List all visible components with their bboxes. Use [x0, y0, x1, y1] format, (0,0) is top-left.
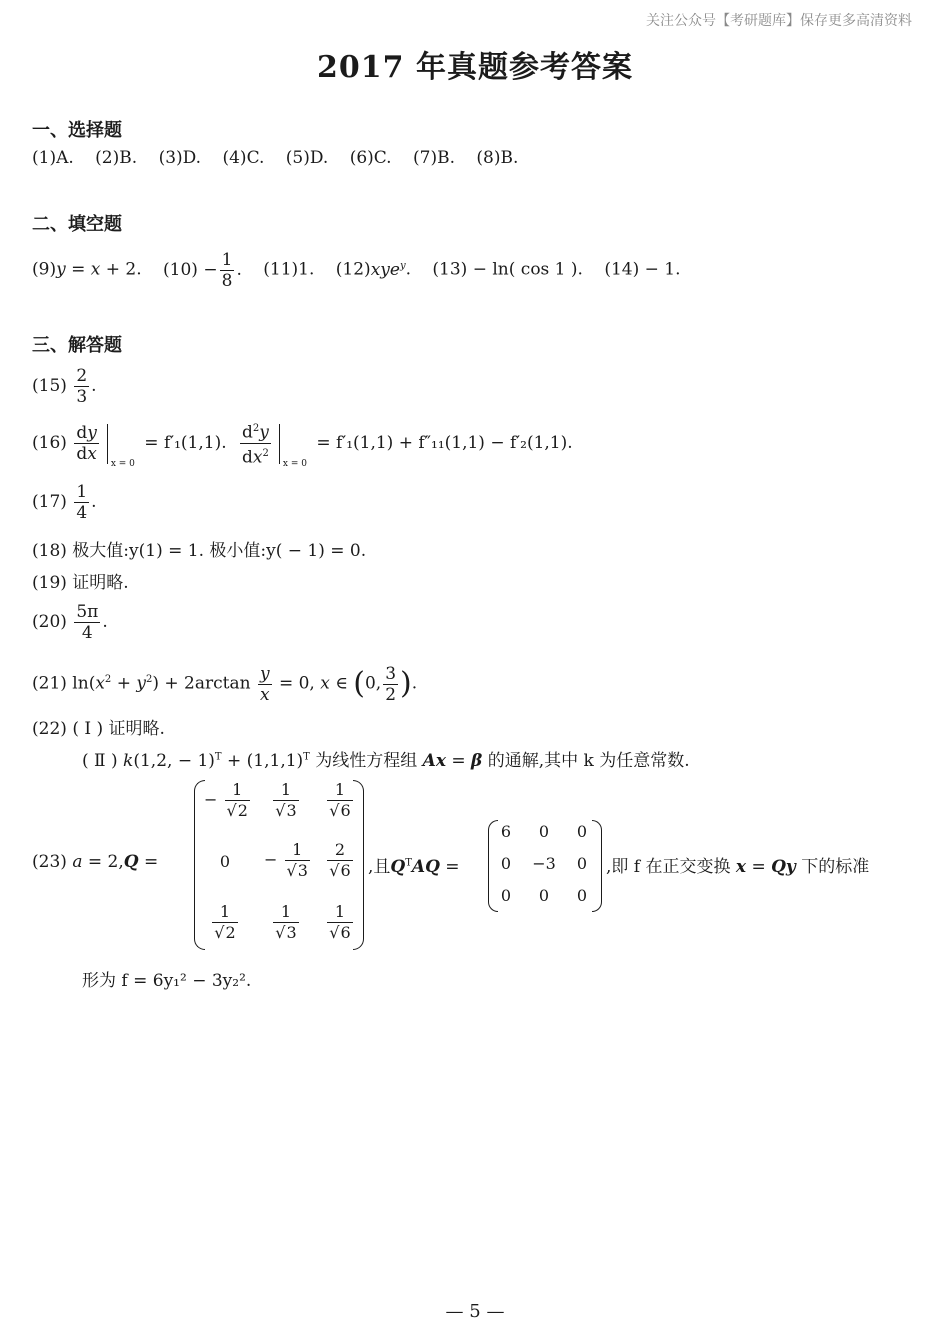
fill-q12: (12)xye$^y$.: [335, 259, 412, 280]
solution-q17: (17) $\frac{1}{4}$ .: [32, 482, 97, 523]
fill-q11: (11)1.: [263, 259, 315, 280]
fill-q10: (10) − $\frac{1}{8}$ .: [163, 249, 242, 291]
solution-q18: (18) 极大值:y(1) = 1. 极小值:y( − 1) = 0.: [32, 541, 367, 561]
solution-q21: (21) $\ln(x^2 + y^2) + 2\arctan$ $\frac{y}{x}$ = 0, x ∈ (0, $\frac{3}{2}$ ).: [32, 663, 418, 705]
section-heading-fill: 二、填空题: [32, 214, 122, 235]
solution-q23-mid: ,且$Q^TAQ$ =: [368, 857, 460, 877]
solution-q20: (20) $\frac{5\pi}{4}$ .: [32, 602, 108, 643]
solution-q23-label: (23) a = 2,Q =: [32, 852, 159, 872]
fill-q9: (9)y = x + 2.: [32, 259, 142, 280]
choice-answer: (2)B.: [95, 148, 138, 168]
choice-answer: (3)D.: [158, 148, 202, 168]
solution-q23-last: 形为 f = 6y₁² − 3y₂².: [82, 971, 252, 991]
fill-q14: (14) − 1.: [604, 259, 681, 280]
watermark: 关注公众号【考研题库】保存更多高清资料: [646, 13, 912, 29]
choice-answer: (6)C.: [349, 148, 392, 168]
choice-answer: (4)C.: [222, 148, 265, 168]
matrix-Q: − $\frac{1}{√2}$ $\frac{1}{√3}$ $\frac{1}{√6}$ 0 − $\frac{1}{√3}$ $\frac{2}{√6}$ $\frac{1}{√2}$ $\frac{1}{√3}$ $\frac{1}{√6}$: [194, 780, 364, 950]
solution-q22: (22) ( Ⅰ ) 证明略.: [32, 719, 165, 739]
solution-q23-tail: ,即 f 在正交变换 x = Qy 下的标准: [606, 857, 870, 877]
solution-q15: (15) $\frac{2}{3}$ .: [32, 366, 97, 407]
matrix-diagonal: 6 0 0 0 −3 0 0 0 0: [488, 820, 602, 912]
solution-q16: (16) $\frac{dy}{dx}$ $_{x = 0}$ = f′₁(1,1). $\frac{d^2y}{dx^2}$ $_{x = 0}$ = f′₁(1,1) + f″₁₁(1,1) − f′₂(1,1).: [32, 418, 573, 468]
choice-answers-row: [32, 148, 518, 168]
choice-answer: (7)B.: [413, 148, 455, 168]
choice-answer: (1)A.: [32, 148, 74, 168]
choice-answer: (8)B.: [476, 148, 519, 168]
solution-q22-part2: ( Ⅱ ) k(1,2, − $1)^T + (1,1,1)^T$ 为线性方程组 Ax = β 的通解,其中 k 为任意常数.: [82, 751, 690, 771]
choice-answer: (5)D.: [285, 148, 329, 168]
section-heading-solutions: 三、解答题: [32, 335, 122, 356]
page-title: 2017 年真题参考答案: [317, 50, 633, 85]
fill-answers-row: [32, 242, 681, 290]
section-heading-choice: 一、选择题: [32, 120, 122, 141]
page-number: — 5 —: [445, 1301, 505, 1322]
solution-q19: (19) 证明略.: [32, 573, 129, 593]
fill-q13: (13) − ln( cos 1 ).: [432, 259, 583, 280]
